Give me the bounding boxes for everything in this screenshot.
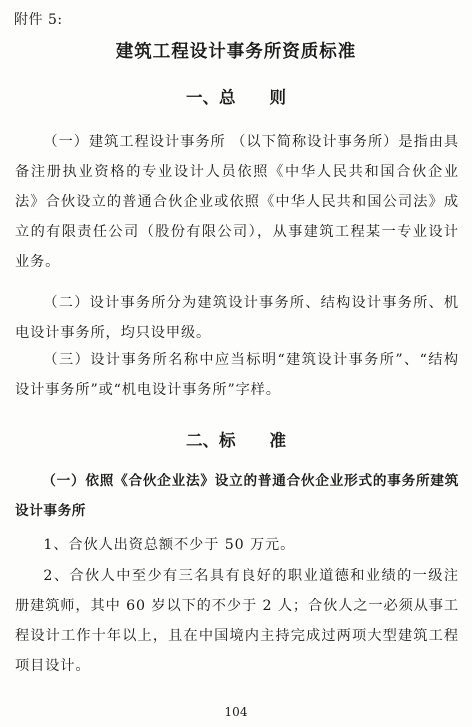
page-number: 104 bbox=[224, 705, 248, 719]
item-text: 1、合伙人出资总额不少于 50 万元。 bbox=[43, 537, 296, 553]
general-paragraph-2 bbox=[15, 288, 459, 348]
standards-item-2 bbox=[15, 561, 459, 681]
section-number: 二、 bbox=[186, 431, 219, 450]
section-title-char: 总 bbox=[219, 88, 236, 107]
standards-item-1 bbox=[15, 530, 459, 560]
general-paragraph-3 bbox=[15, 345, 459, 405]
paragraph-text: （一）建筑工程设计事务所 （以下简称设计事务所）是指由具备注册执业资格的专业设计人员依照《中华人民共和国合伙企业法》合伙设立的普通合伙企业或依照《中华人民共和国公司法》成立的有限责任公司（股份有限公司），从事建筑工程某一专业设计业务。 bbox=[15, 134, 459, 270]
document-title: 建筑工程设计事务所资质标准 bbox=[115, 42, 357, 62]
section-title-char: 标 bbox=[219, 431, 236, 450]
paragraph-text: （二）设计事务所分为建筑设计事务所、结构设计事务所、机电设计事务所，均只设甲级。 bbox=[15, 295, 459, 341]
paragraph-text: （三）设计事务所名称中应当标明“建筑设计事务所”、“结构设计事务所”或“机电设计事务所”字样。 bbox=[15, 352, 459, 398]
general-paragraph-1 bbox=[15, 127, 459, 277]
annex-label: 附件 5: bbox=[14, 12, 63, 28]
section-title-char: 准 bbox=[269, 431, 286, 450]
item-text: 2、合伙人中至少有三名具有良好的职业道德和业绩的一级注册建筑师，其中 60 岁以下的不少于 2 人；合伙人之一必须从事工程设计工作十年以上，且在中国境内主持完成过两项大型建筑工程项目设计。 bbox=[15, 568, 459, 674]
section-heading-general bbox=[0, 84, 472, 108]
section-heading-standards bbox=[0, 427, 472, 451]
subheading-text: （一）依照《合伙企业法》设立的普通合伙企业形式的事务所建筑设计事务所 bbox=[15, 473, 459, 519]
section-title-char: 则 bbox=[269, 88, 286, 107]
section-number: 一、 bbox=[186, 88, 219, 107]
standards-subheading bbox=[15, 466, 459, 526]
